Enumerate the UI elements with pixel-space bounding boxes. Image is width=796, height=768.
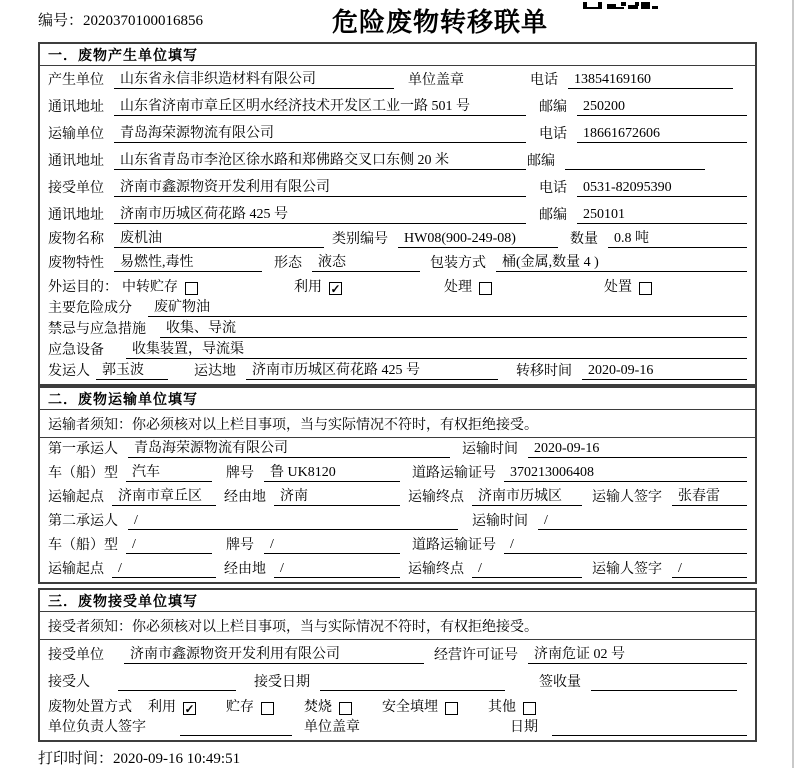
road-permit2-field: / [504, 537, 747, 554]
waste-code-label: 类别编号 [332, 232, 388, 247]
accept-unit-field: 济南市鑫源物资开发利用有限公司 [124, 643, 424, 664]
dispose-checkbox [639, 282, 652, 295]
receiver-zip-field: 250101 [577, 207, 747, 224]
section3-title: 三．废物接受单位填写 [40, 590, 755, 612]
transporter-address-label: 通讯地址 [48, 154, 104, 169]
route2-via-field: / [274, 561, 400, 578]
taboo-measures-label: 禁忌与应急措施 [48, 322, 146, 337]
row-responsible-signature [40, 720, 755, 740]
first-carrier-label: 第一承运人 [48, 442, 118, 457]
row-disposal-method [40, 695, 755, 720]
plate2-field: / [264, 537, 400, 554]
waste-pack-field: 桶(金属,数量 4 ) [496, 251, 747, 272]
waste-code-field: HW08(900-249-08) [398, 231, 558, 248]
row-receiver-unit [40, 174, 755, 201]
disposal-option-other [488, 696, 536, 716]
disposal-utilize-label: 利用 [148, 700, 176, 715]
sign-date-label: 日期 [510, 720, 538, 735]
print-time-label: 打印时间： [38, 751, 114, 767]
disposal-incinerate-label: 焚烧 [304, 700, 332, 715]
disposal-option-landfill [382, 696, 458, 716]
disposal-other-checkbox [523, 702, 536, 715]
second-carrier-label: 第二承运人 [48, 514, 118, 529]
purpose-option-dispose [604, 276, 652, 296]
disposal-landfill-label: 安全填埋 [382, 700, 438, 715]
receiver-notice: 接受者须知：你必须核对以上栏目事项，当与实际情况不符时，有权拒绝接受。 [40, 612, 755, 640]
transporter-phone-field: 18661672606 [577, 126, 747, 143]
responsible-signature-field [180, 719, 292, 736]
hazard-components-label: 主要危险成分 [48, 301, 132, 316]
row-waste-name [40, 228, 755, 252]
transporter-address-field: 山东省青岛市李沧区徐水路和郑佛路交叉口东侧 20 米 [114, 149, 526, 170]
license-field: 济南危证 02 号 [528, 643, 747, 664]
disposal-method-label: 废物处置方式 [48, 700, 132, 715]
route1-via-field: 济南 [274, 485, 400, 506]
receiver-address-field: 济南市历城区荷花路 425 号 [114, 203, 526, 224]
receiver-unit-field: 济南市鑫源物资开发利用有限公司 [114, 176, 526, 197]
purpose-label: 外运目的： [48, 280, 118, 295]
section2-title: 二．废物运输单位填写 [40, 388, 755, 410]
purpose-option-transfer-storage-label: 中转贮存 [122, 280, 178, 295]
route2-start-field: / [112, 561, 216, 578]
unit-seal-label: 单位盖章 [304, 720, 360, 735]
producer-phone-label: 电话 [530, 73, 558, 88]
section-receiver [38, 588, 757, 742]
row-producer-unit [40, 66, 755, 93]
utilize-checkbox: ✓ [330, 281, 341, 296]
route1-sign-label: 运输人签字 [592, 490, 662, 505]
route1-start-label: 运输起点 [48, 490, 104, 505]
print-time-value: 2020-09-16 10:49:51 [113, 751, 241, 767]
vehicle-type1-field: 汽车 [126, 461, 212, 482]
disposal-landfill-checkbox [445, 702, 458, 715]
row-receiver-address [40, 201, 755, 228]
row-vehicle1 [40, 462, 755, 486]
row-producer-address [40, 93, 755, 120]
route2-end-field: / [472, 561, 582, 578]
accept-date-label: 接受日期 [254, 675, 310, 690]
receiver-phone-field: 0531-82095390 [577, 180, 747, 197]
waste-form-field: 液态 [312, 251, 420, 272]
destination-label: 运达地 [194, 364, 236, 379]
transfer-storage-checkbox [185, 282, 198, 295]
waste-props-field: 易燃性,毒性 [114, 251, 262, 272]
transport-time2-field: / [538, 513, 747, 530]
producer-unit-label: 产生单位 [48, 73, 104, 88]
license-label: 经营许可证号 [434, 648, 518, 663]
document-title: 危险废物转移联单 [331, 8, 548, 37]
signed-qty-label: 签收量 [539, 675, 581, 690]
section-producer [38, 42, 757, 386]
vehicle-type1-label: 车（船）型 [48, 466, 118, 481]
print-time [38, 747, 240, 768]
disposal-storage-checkbox [261, 702, 274, 715]
receiver-phone-label: 电话 [539, 181, 567, 196]
emergency-equipment-label: 应急设备 [48, 343, 104, 358]
waste-props-label: 废物特性 [48, 256, 104, 271]
transfer-time-field: 2020-09-16 [582, 363, 747, 380]
transport-time1-label: 运输时间 [462, 442, 518, 457]
purpose-option-dispose-label: 处置 [604, 280, 632, 295]
vehicle-type2-field: / [126, 537, 212, 554]
plate1-label: 牌号 [226, 466, 254, 481]
plate1-field: 鲁 UK8120 [264, 461, 400, 482]
accept-date-field [320, 674, 505, 691]
road-permit1-field: 370213006408 [504, 465, 747, 482]
route2-sign-field: / [672, 561, 747, 578]
accept-unit-label: 接受单位 [48, 648, 104, 663]
transporter-unit-field: 青岛海荣源物流有限公司 [114, 122, 526, 143]
row-first-carrier [40, 438, 755, 462]
producer-seal-label: 单位盖章 [408, 73, 464, 88]
plate2-label: 牌号 [226, 538, 254, 553]
dispatcher-field: 郭玉波 [96, 359, 168, 380]
route1-end-label: 运输终点 [408, 490, 464, 505]
acceptor-label: 接受人 [48, 675, 90, 690]
route1-start-field: 济南市章丘区 [112, 485, 216, 506]
responsible-signature-label: 单位负责人签字 [48, 720, 146, 735]
producer-phone-field: 13854169160 [568, 72, 733, 89]
row-accept-unit [40, 640, 755, 668]
disposal-option-incinerate [304, 696, 352, 716]
transport-time1-field: 2020-09-16 [528, 441, 747, 458]
vehicle-type2-label: 车（船）型 [48, 538, 118, 553]
waste-name-label: 废物名称 [48, 232, 104, 247]
purpose-option-treat-label: 处理 [444, 280, 472, 295]
disposal-storage-label: 贮存 [226, 700, 254, 715]
purpose-option-utilize [294, 276, 342, 296]
purpose-option-transfer-storage [122, 276, 198, 296]
purpose-option-utilize-label: 利用 [294, 280, 322, 295]
disposal-other-label: 其他 [488, 700, 516, 715]
section-transporter [38, 386, 757, 584]
transporter-phone-label: 电话 [539, 127, 567, 142]
document-number-label: 编号： [38, 13, 84, 29]
receiver-unit-label: 接受单位 [48, 181, 104, 196]
route1-via-label: 经由地 [224, 490, 266, 505]
row-dispatcher [40, 363, 755, 384]
treat-checkbox [479, 282, 492, 295]
purpose-option-treat [444, 276, 492, 296]
taboo-measures-field: 收集、导流 [160, 317, 747, 338]
transfer-time-label: 转移时间 [516, 364, 572, 379]
producer-unit-field: 山东省永信非织造材料有限公司 [114, 68, 394, 89]
disposal-option-storage [226, 696, 274, 716]
producer-address-label: 通讯地址 [48, 100, 104, 115]
row-second-carrier [40, 510, 755, 534]
producer-address-field: 山东省济南市章丘区明水经济技术开发区工业一路 501 号 [114, 95, 526, 116]
transporter-notice: 运输者须知：你必须核对以上栏目事项，当与实际情况不符时，有权拒绝接受。 [40, 410, 755, 438]
second-carrier-field: / [128, 513, 458, 530]
row-waste-props [40, 252, 755, 276]
waste-form-label: 形态 [274, 256, 302, 271]
route2-end-label: 运输终点 [408, 562, 464, 577]
first-carrier-field: 青岛海荣源物流有限公司 [128, 437, 450, 458]
row-vehicle2 [40, 534, 755, 558]
disposal-option-utilize [148, 696, 196, 716]
hazard-components-field: 废矿物油 [148, 296, 747, 317]
route2-via-label: 经由地 [224, 562, 266, 577]
row-transporter-unit [40, 120, 755, 147]
road-permit1-label: 道路运输证号 [412, 466, 496, 481]
waste-qty-field: 0.8 吨 [608, 227, 747, 248]
emergency-equipment-field: 收集装置，导流渠 [126, 338, 747, 359]
page-edge-divider [792, 0, 794, 768]
disposal-incinerate-checkbox [339, 702, 352, 715]
signed-qty-field [591, 674, 737, 691]
transporter-unit-label: 运输单位 [48, 127, 104, 142]
disposal-utilize-checkbox: ✓ [184, 701, 195, 716]
receiver-zip-label: 邮编 [539, 208, 567, 223]
acceptor-field [118, 674, 236, 691]
route1-sign-field: 张春雷 [672, 485, 747, 506]
row-acceptor [40, 668, 755, 695]
waste-name-field: 废机油 [114, 227, 324, 248]
document-number-value: 2020370100016856 [83, 13, 204, 29]
section1-title: 一．废物产生单位填写 [40, 44, 755, 66]
sign-date-field [552, 719, 747, 736]
route1-end-field: 济南市历城区 [472, 485, 582, 506]
dispatcher-label: 发运人 [48, 364, 90, 379]
route2-start-label: 运输起点 [48, 562, 104, 577]
receiver-address-label: 通讯地址 [48, 208, 104, 223]
producer-zip-label: 邮编 [539, 100, 567, 115]
transport-time2-label: 运输时间 [472, 514, 528, 529]
destination-field: 济南市历城区荷花路 425 号 [246, 359, 498, 380]
waste-qty-label: 数量 [570, 232, 598, 247]
road-permit2-label: 道路运输证号 [412, 538, 496, 553]
transporter-zip-label: 邮编 [527, 154, 555, 169]
producer-zip-field: 250200 [577, 99, 747, 116]
row-transporter-address [40, 147, 755, 174]
route2-sign-label: 运输人签字 [592, 562, 662, 577]
row-route2 [40, 558, 755, 582]
row-route1 [40, 486, 755, 510]
transporter-zip-field [565, 153, 705, 170]
waste-pack-label: 包装方式 [430, 256, 486, 271]
